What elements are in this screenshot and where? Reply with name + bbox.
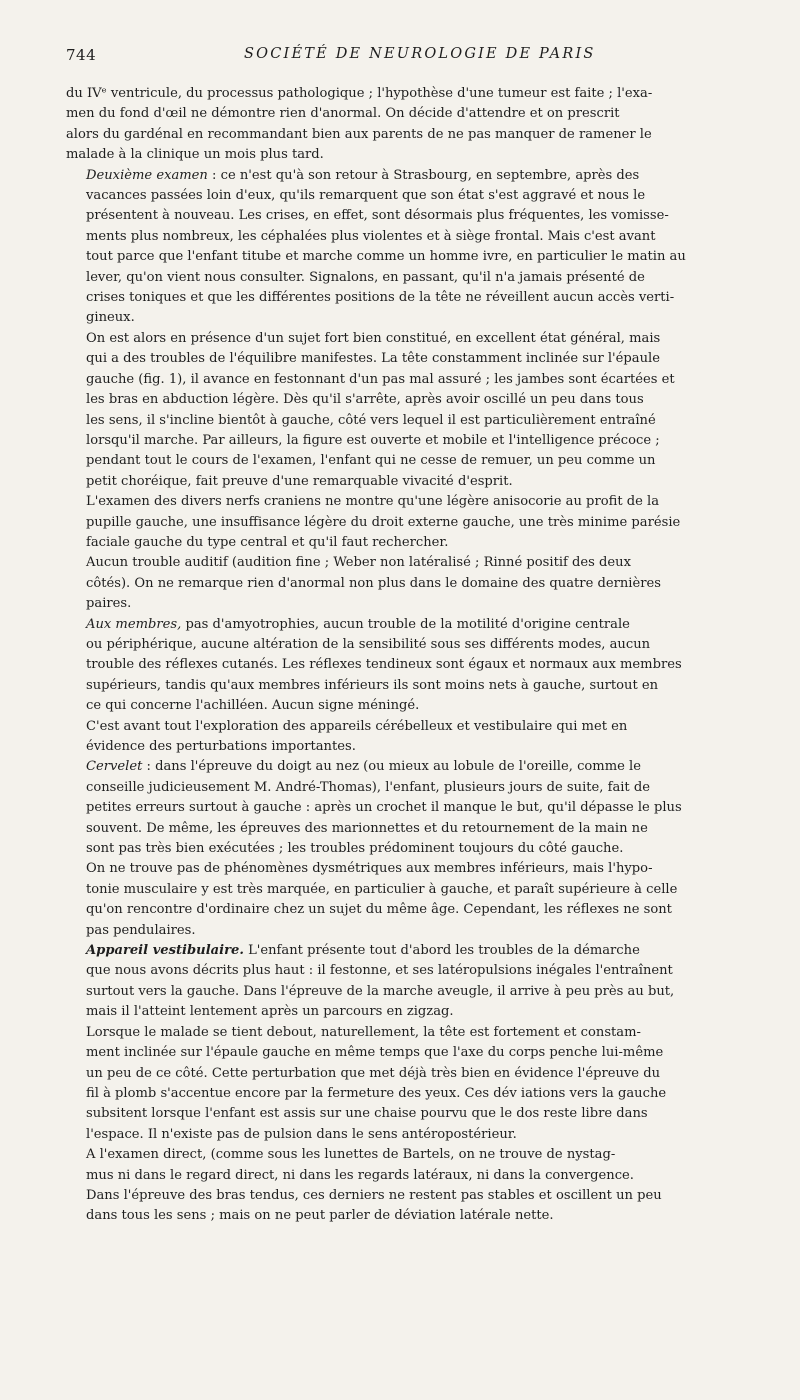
text-line: souvent. De même, les épreuves des marionnettes et du retournement de la main ne [86,820,648,836]
paragraph-membres [66,615,790,717]
text-line: A l'examen direct, (comme sous les lunettes de Bartels, on ne trouve de nystag- [86,1147,616,1163]
text-line: malade à la clinique un mois plus tard. [66,147,324,163]
text-line: du IVᵉ ventricule, du processus pathologique ; l'hypothèse d'une tumeur est faite ; l'exa- [66,86,653,101]
text-line: pendant tout le cours de l'examen, l'enfant qui ne cesse de remuer, un peu comme un [86,453,656,469]
text-line: les bras en abduction légère. Dès qu'il s'arrête, après avoir oscillé un peu dans tous [86,392,644,408]
text-line: Cervelet : dans l'épreuve du doigt au nez (ou mieux au lobule de l'oreille, comme le [86,759,641,775]
text-line: L'examen des divers nerfs craniens ne montre qu'une légère anisocorie au profit de la [86,494,660,510]
text-line: présentent à nouveau. Les crises, en effet, sont désormais plus fréquentes, les vomisse- [86,208,669,224]
running-title: SOCIÉTÉ DE NEUROLOGIE DE PARIS [244,46,596,62]
text-line: subsitent lorsque l'enfant est assis sur une chaise pourvu que le dos reste libre dans [86,1106,648,1122]
journal-page [66,46,790,1227]
section-lead: Aux membres, [86,616,182,632]
paragraph-cervelet [66,757,790,859]
text-line: lorsqu'il marche. Par ailleurs, la figure est ouverte et mobile et l'intelligence précoce ; [86,432,660,448]
text-line: Aucun trouble auditif (audition fine ; Weber non latéralisé ; Rinné positif des deux [86,555,631,571]
text-line: Dans l'épreuve des bras tendus, ces derniers ne restent pas stables et oscillent un peu [86,1187,662,1203]
text-line: sont pas très bien exécutées ; les troubles prédominent toujours du côté gauche. [86,841,624,857]
paragraph-dysmetrie [66,859,790,941]
text-line: côtés). On ne remarque rien d'anormal non plus dans le domaine des quatre dernières [86,575,661,591]
text-line: dans tous les sens ; mais on ne peut parler de déviation latérale nette. [86,1208,554,1224]
text-line: trouble des réflexes cutanés. Les réflexes tendineux sont égaux et normaux aux membres [86,657,682,673]
text-line: tonie musculaire y est très marquée, en particulier à gauche, et paraît supérieure à celle [86,881,678,897]
paragraph-examen-direct [66,1145,790,1186]
text-line: paires. [86,596,132,612]
text-line: l'espace. Il n'existe pas de pulsion dans le sens antéropostérieur. [86,1126,517,1142]
text-line: On ne trouve pas de phénomènes dysmétriques aux membres inférieurs, mais l'hypo- [86,861,653,877]
text-line: C'est avant tout l'exploration des appareils cérébelleux et vestibulaire qui met en [86,718,628,734]
text-line: lever, qu'on vient nous consulter. Signalons, en passant, qu'il n'a jamais présenté de [86,269,645,285]
text-line: Deuxième examen : ce n'est qu'à son retour à Strasbourg, en septembre, après des [86,167,640,183]
paragraph-presence [66,329,790,492]
paragraph-debout [66,1023,790,1145]
text-line: gauche (fig. 1), il avance en festonnant d'un pas mal assuré ; les jambes sont écartées et [86,371,675,387]
paragraph-exploration [66,717,790,758]
text-line: ou périphérique, aucune altération de la sensibilité sous ses différents modes, aucun [86,636,651,652]
text-line: les sens, il s'incline bientôt à gauche, côté vers lequel il est particulièrement entraîné [86,412,656,428]
text-line: ments plus nombreux, les céphalées plus violentes et à siège frontal. Mais c'est avant [86,228,656,244]
paragraph-nerfs-craniens [66,492,790,553]
section-lead: Appareil vestibulaire. [86,943,244,959]
text-line: conseille judicieusement M. André-Thomas), l'enfant, plusieurs jours de suite, fait de [86,779,650,795]
text-line: qu'on rencontre d'ordinaire chez un sujet du même âge. Cependant, les réflexes ne sont [86,902,672,918]
text-line: évidence des perturbations importantes. [86,739,356,754]
text-line: Lorsque le malade se tient debout, naturellement, la tête est fortement et constam- [86,1024,641,1040]
text-line: On est alors en présence d'un sujet fort bien constitué, en excellent état général, mais [86,330,661,346]
section-lead: Deuxième examen [86,167,208,183]
text-line: tout parce que l'enfant titube et marche comme un homme ivre, en particulier le matin au [86,249,686,265]
text-line: qui a des troubles de l'équilibre manifestes. La tête constamment inclinée sur l'épaule [86,351,660,367]
text-line: ment inclinée sur l'épaule gauche en même temps que l'axe du corps penche lui-même [86,1045,664,1061]
text-line: pas pendulaires. [86,922,196,938]
page-header [66,46,790,68]
paragraph-auditif [66,553,790,614]
text-line: surtout vers la gauche. Dans l'épreuve de la marche aveugle, il arrive à peu près au but, [86,983,675,999]
text-line: que nous avons décrits plus haut : il festonne, et ses latéropulsions inégales l'entraînent [86,963,673,979]
text-line: pupille gauche, une insuffisance légère du droit externe gauche, une très minime parésie [86,514,681,530]
text-line: mais il l'atteint lentement après un parcours en zigzag. [86,1004,454,1020]
text-line: faciale gauche du type central et qu'il faut rechercher. [86,534,449,550]
text-line: men du fond d'œil ne démontre rien d'anormal. On décide d'attendre et on prescrit [66,106,620,122]
paragraph-appareil-vestibulaire [66,941,790,1023]
page-number: 744 [66,46,97,64]
text-line: mus ni dans le regard direct, ni dans les regards latéraux, ni dans la convergence. [86,1167,634,1183]
text-line: un peu de ce côté. Cette perturbation que met déjà très bien en évidence l'épreuve du [86,1065,661,1081]
text-line: Appareil vestibulaire. L'enfant présente tout d'abord les troubles de la démarche [86,943,640,959]
text-line: alors du gardénal en recommandant bien aux parents de ne pas manquer de ramener le [66,126,652,142]
paragraph-bras-tendus [66,1186,790,1227]
body-text [66,84,790,1227]
paragraph-continuation [66,84,790,166]
text-line: supérieurs, tandis qu'aux membres inférieurs ils sont moins nets à gauche, surtout en [86,677,659,693]
text-line: fil à plomb s'accentue encore par la fermeture des yeux. Ces dév iations vers la gauche [86,1085,667,1101]
text-line: crises toniques et que les différentes positions de la tête ne réveillent aucun accès verti- [86,290,675,306]
section-lead: Cervelet [86,759,143,775]
text-line: ce qui concerne l'achilléen. Aucun signe méningé. [86,698,420,714]
paragraph-deuxieme-examen [66,166,790,329]
text-line: petit choréique, fait preuve d'une remarquable vivacité d'esprit. [86,473,513,489]
text-line: gineux. [86,310,135,326]
text-line: Aux membres, pas d'amyotrophies, aucun trouble de la motilité d'origine centrale [86,616,630,632]
text-line: petites erreurs surtout à gauche : après un crochet il manque le but, qu'il dépasse le plus [86,800,682,816]
text-line: vacances passées loin d'eux, qu'ils remarquent que son état s'est aggravé et nous le [86,188,646,204]
